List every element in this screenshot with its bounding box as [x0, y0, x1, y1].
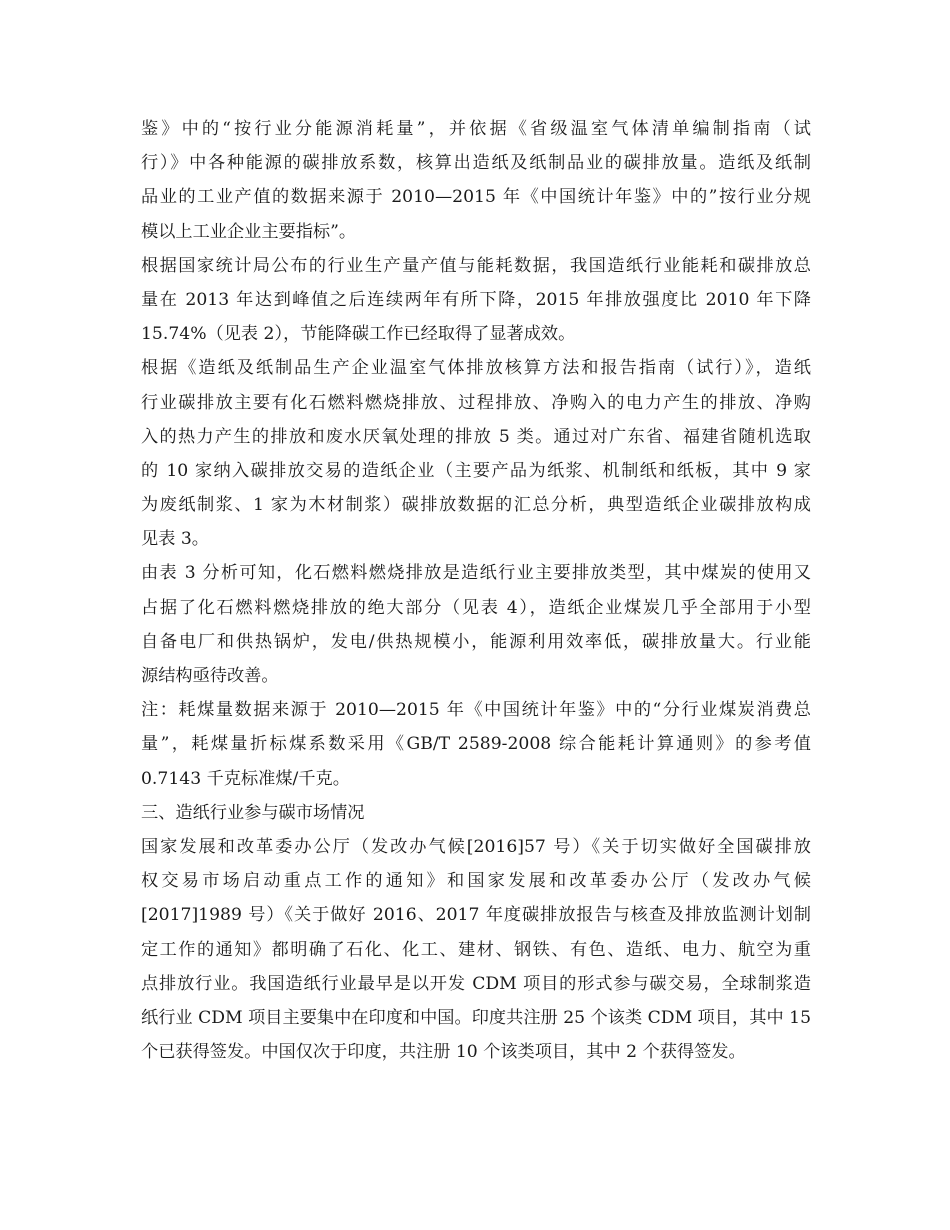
- text-line: 个已获得签发。中国仅次于印度，共注册 10 个该类项目，其中 2 个获得签发。: [141, 1042, 746, 1063]
- text-line: 三、造纸行业参与碳市场情况: [141, 802, 365, 823]
- text-line: 自备电厂和供热锅炉，发电/供热规模小，能源利用效率低，碳排放量大。行业能: [141, 631, 811, 652]
- text-line: 源结构亟待改善。: [141, 666, 279, 686]
- text-line: 行）》中各种能源的碳排放系数，核算出造纸及纸制品业的碳排放量。造纸及纸制: [141, 153, 811, 174]
- text-line: 入的热力产生的排放和废水厌氧处理的排放 5 类。通过对广东省、福建省随机选取: [141, 426, 811, 447]
- text-line: 模以上工业企业主要指标”。: [141, 221, 357, 242]
- document-body: [141, 112, 811, 1069]
- text-line: 行业碳排放主要有化石燃料燃烧排放、过程排放、净购入的电力产生的排放、净购: [141, 392, 811, 413]
- text-line: 点排放行业。我国造纸行业最早是以开发 CDM 项目的形式参与碳交易，全球制浆造: [141, 973, 811, 994]
- text-line: 根据国家统计局公布的行业生产量产值与能耗数据，我国造纸行业能耗和碳排放总: [141, 255, 811, 276]
- text-line: 品业的工业产值的数据来源于 2010—2015 年《中国统计年鉴》中的”按行业分规: [141, 187, 811, 208]
- text-line: 15.74%（见表 2），节能降碳工作已经取得了显著成效。: [141, 324, 576, 345]
- text-line: 占据了化石燃料燃烧排放的绝大部分（见表 4），造纸企业煤炭几乎全部用于小型: [141, 597, 811, 618]
- text-line: 的 10 家纳入碳排放交易的造纸企业（主要产品为纸浆、机制纸和纸板，其中 9 家: [141, 460, 811, 481]
- text-line: 注：耗煤量数据来源于 2010—2015 年《中国统计年鉴》中的“分行业煤炭消费总: [141, 700, 811, 721]
- text-line: 0.7143 千克标准煤/千克。: [141, 768, 350, 789]
- text-line: 根据《造纸及纸制品生产企业温室气体排放核算方法和报告指南（试行）》，造纸: [141, 358, 811, 379]
- text-line: 权交易市场启动重点工作的通知》和国家发展和改革委办公厅（发改办气候: [141, 871, 811, 892]
- text-line: 鉴》中的“按行业分能源消耗量”，并依据《省级温室气体清单编制指南（试: [141, 119, 811, 139]
- text-line: 量在 2013 年达到峰值之后连续两年有所下降，2015 年排放强度比 2010 年下降: [141, 289, 811, 310]
- text-line: 定工作的通知》都明确了石化、化工、建材、钢铁、有色、造纸、电力、航空为重: [141, 939, 811, 960]
- text-line: 国家发展和改革委办公厅（发改办气候[2016]57 号）《关于切实做好全国碳排放: [141, 836, 811, 857]
- text-line: 由表 3 分析可知，化石燃料燃烧排放是造纸行业主要排放类型，其中煤炭的使用又: [141, 563, 811, 584]
- text-line: 量”，耗煤量折标煤系数采用《GB/T 2589-2008 综合能耗计算通则》的参考值: [141, 734, 811, 755]
- text-line: 见表 3。: [141, 529, 209, 550]
- text-line: [2017]1989 号）《关于做好 2016、2017 年度碳排放报告与核查及排放监测计划制: [141, 905, 811, 926]
- text-line: 纸行业 CDM 项目主要集中在印度和中国。印度共注册 25 个该类 CDM 项目，其中 15: [141, 1007, 811, 1028]
- text-line: 为废纸制浆、1 家为木材制浆）碳排放数据的汇总分析，典型造纸企业碳排放构成: [141, 495, 811, 516]
